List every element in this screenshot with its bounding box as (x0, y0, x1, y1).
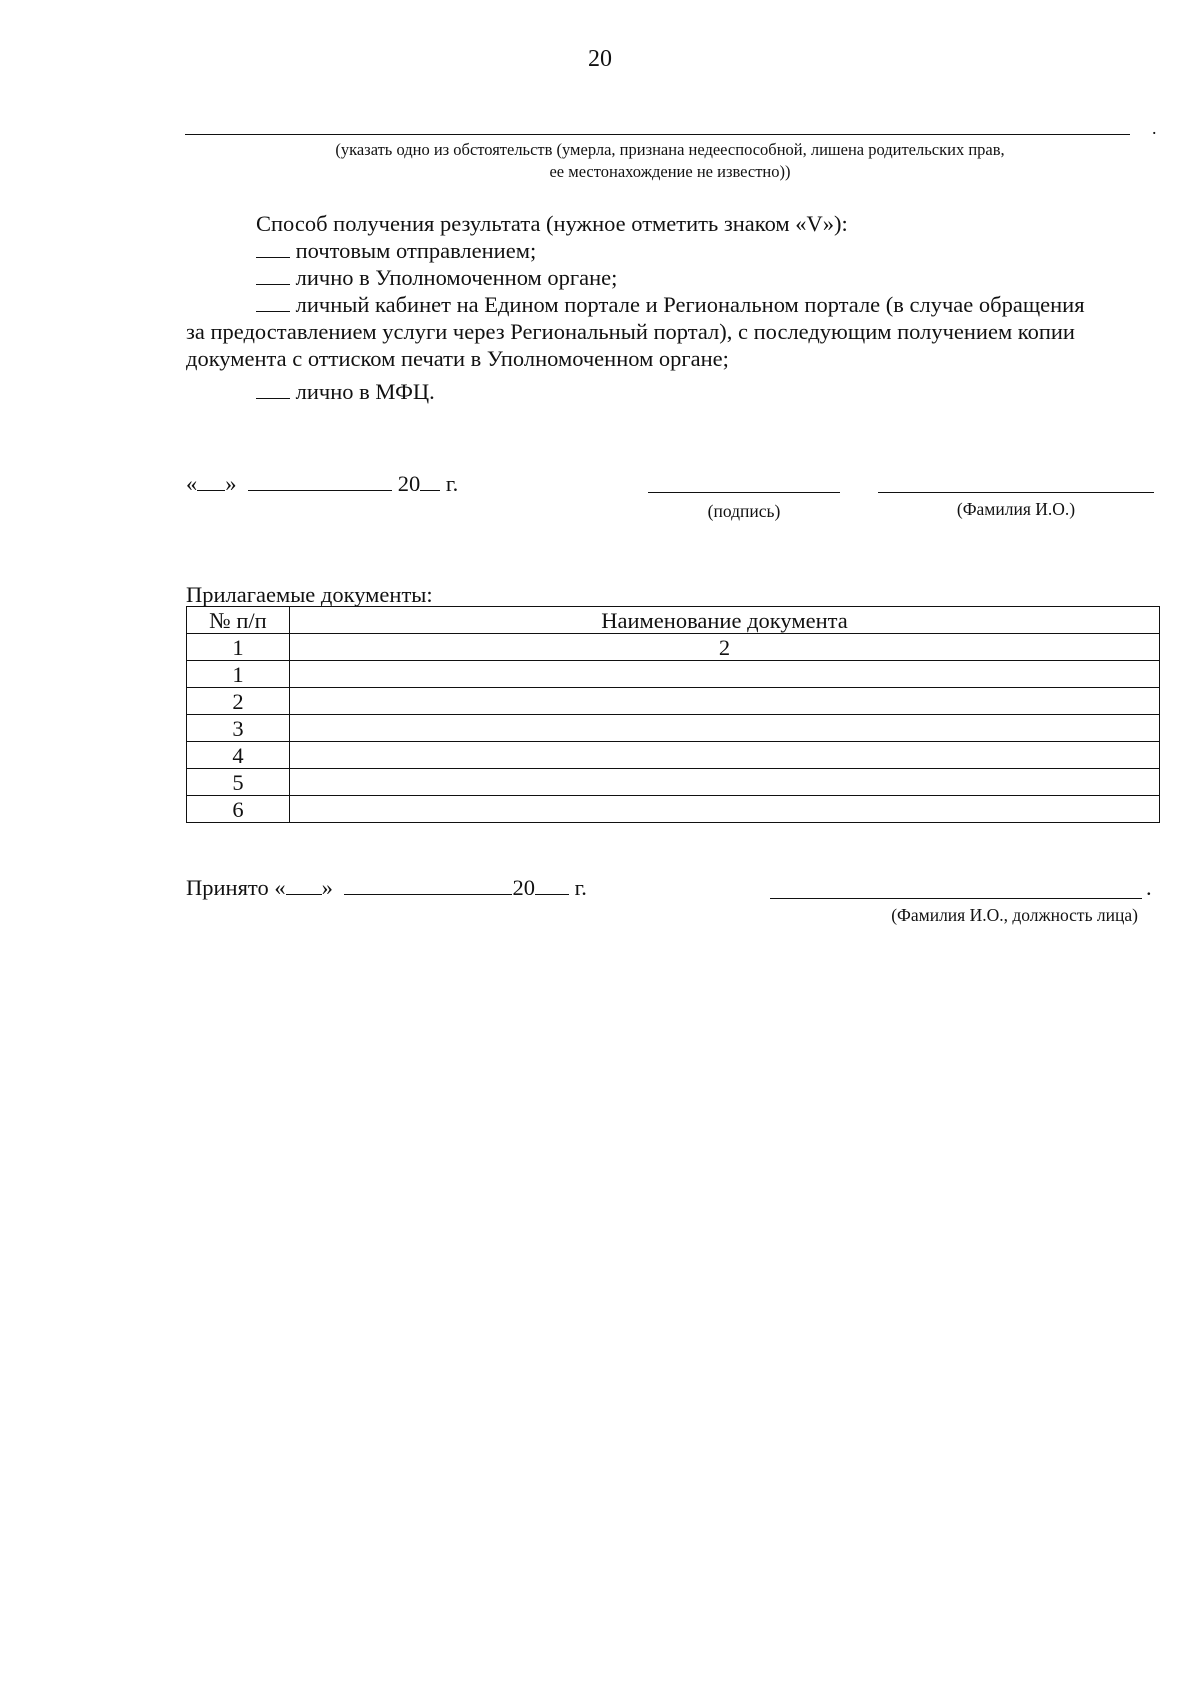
document-name-cell[interactable] (290, 715, 1160, 742)
document-name-cell[interactable] (290, 769, 1160, 796)
date-field[interactable] (186, 470, 458, 497)
document-name-cell[interactable] (290, 688, 1160, 715)
circumstance-field[interactable] (185, 134, 1130, 135)
accepted-label: Принято « (186, 875, 286, 900)
accepted-name-dot: . (1146, 875, 1152, 900)
document-name-cell[interactable] (290, 796, 1160, 823)
index-col1: 1 (187, 634, 290, 661)
row-number: 2 (187, 688, 290, 715)
result-option-label: лично в МФЦ. (295, 379, 435, 404)
accepted-year-suffix: г. (574, 875, 587, 900)
table-row (187, 796, 1160, 823)
result-option-portal[interactable] (256, 291, 1085, 318)
signature-caption: (подпись) (707, 501, 781, 521)
document-name-cell[interactable] (290, 742, 1160, 769)
accepted-caption: (Фамилия И.О., должность лица) (891, 905, 1138, 925)
year-suffix: г. (445, 471, 459, 496)
result-method-heading: Способ получения результата (нужное отметить знаком «V»): (256, 211, 848, 236)
table-row (187, 742, 1160, 769)
row-number: 1 (187, 661, 290, 688)
checkbox-blank[interactable] (256, 239, 290, 258)
page-number: 20 (588, 46, 612, 72)
result-option-mail[interactable] (256, 237, 536, 264)
attached-documents-table (186, 606, 1160, 823)
document-name-cell[interactable] (290, 661, 1160, 688)
year-prefix: 20 (397, 471, 421, 496)
month-blank[interactable] (248, 472, 392, 491)
table-index-row (187, 634, 1160, 661)
table-row (187, 769, 1160, 796)
result-option-label: почтовым отправлением; (295, 238, 537, 263)
result-option-in-person-authority[interactable] (256, 264, 617, 291)
circumstance-field-dot: . (1152, 118, 1157, 138)
row-number: 4 (187, 742, 290, 769)
signature-line[interactable] (648, 492, 840, 493)
accepted-month-blank[interactable] (344, 876, 512, 895)
result-option-portal-cont1: за предоставлением услуги через Региональный портал), с последующим получением копии (186, 319, 1075, 344)
accepted-year-prefix: 20 (512, 875, 535, 900)
circumstance-hint-line1: (указать одно из обстоятельств (умерла, признана недееспособной, лишена родительских прав, (335, 140, 1005, 159)
name-line[interactable] (878, 492, 1154, 493)
row-number: 3 (187, 715, 290, 742)
result-option-mfc[interactable] (256, 378, 435, 405)
result-option-label: личный кабинет на Едином портале и Региональном портале (в случае обращения (295, 292, 1085, 317)
checkbox-blank[interactable] (256, 266, 290, 285)
accepted-name-line[interactable] (770, 898, 1142, 899)
result-option-label: лично в Уполномоченном органе; (295, 265, 618, 290)
result-option-portal-cont2: документа с оттиском печати в Уполномоченном органе; (186, 346, 729, 371)
year-blank[interactable] (420, 472, 440, 491)
accepted-date-field[interactable] (186, 874, 587, 901)
header-number: № п/п (187, 607, 290, 634)
attached-documents-title: Прилагаемые документы: (186, 582, 433, 607)
accepted-year-blank[interactable] (535, 876, 569, 895)
name-caption: (Фамилия И.О.) (956, 499, 1076, 519)
circumstance-hint-line2: ее местонахождение не известно)) (549, 162, 791, 181)
date-quote-open: « (186, 471, 198, 496)
table-row (187, 715, 1160, 742)
accepted-quote-close: » (321, 875, 333, 900)
index-col2: 2 (290, 634, 1160, 661)
checkbox-blank[interactable] (256, 293, 290, 312)
row-number: 5 (187, 769, 290, 796)
date-quote-close: » (225, 471, 237, 496)
header-document-name: Наименование документа (290, 607, 1160, 634)
row-number: 6 (187, 796, 290, 823)
checkbox-blank[interactable] (256, 380, 290, 399)
day-blank[interactable] (197, 472, 225, 491)
table-header-row (187, 607, 1160, 634)
table-row (187, 661, 1160, 688)
accepted-day-blank[interactable] (286, 876, 322, 895)
table-row (187, 688, 1160, 715)
